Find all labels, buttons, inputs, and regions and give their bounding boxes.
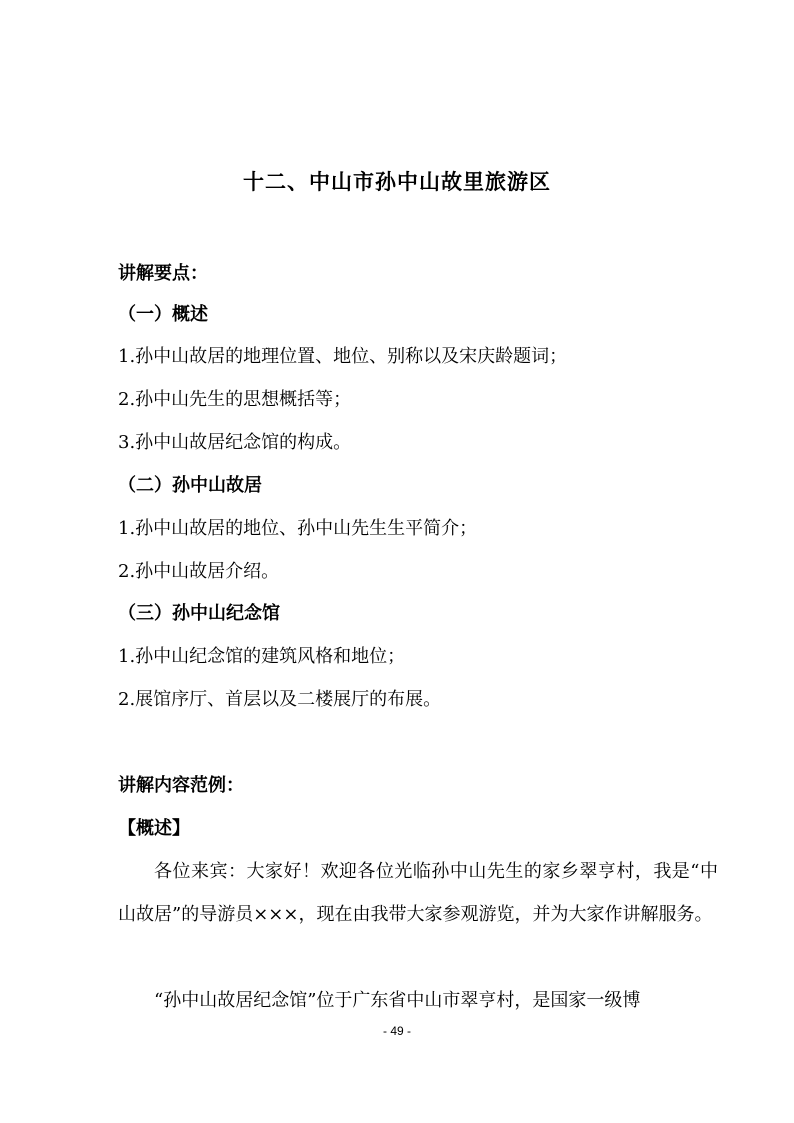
list-item: 3.孙中山故居纪念馆的构成。: [118, 432, 352, 453]
example-subheading: 【概述】: [118, 818, 190, 839]
list-item: 1.孙中山纪念馆的建筑风格和地位；: [118, 646, 406, 667]
example-paragraph: “孙中山故居纪念馆”位于广东省中山市翠亨村，是国家一级博: [154, 990, 641, 1011]
list-item: 2.孙中山先生的思想概括等；: [118, 389, 352, 410]
example-heading: 讲解内容范例：: [118, 775, 244, 796]
list-item: 2.展馆序厅、首层以及二楼展厅的布展。: [118, 689, 442, 710]
list-item: 2.孙中山故居介绍。: [118, 561, 280, 582]
page-number: - 49 -: [382, 1024, 411, 1038]
section-heading-memorial-hall: （三）孙中山纪念馆: [118, 603, 280, 624]
section-heading-overview: （一）概述: [118, 304, 208, 325]
page-title: 十二、中山市孙中山故里旅游区: [243, 169, 551, 194]
example-paragraph: 各位来宾：大家好！欢迎各位光临孙中山先生的家乡翠亨村，我是“中山故居”的导游员×××，现在由我带大家参观游览，并为大家作讲解服务。: [118, 861, 718, 925]
list-item: 1.孙中山故居的地理位置、地位、别称以及宋庆龄题词；: [118, 346, 568, 367]
key-points-heading: 讲解要点：: [118, 263, 208, 284]
section-heading-former-residence: （二）孙中山故居: [118, 475, 262, 496]
list-item: 1.孙中山故居的地位、孙中山先生生平简介；: [118, 518, 478, 539]
